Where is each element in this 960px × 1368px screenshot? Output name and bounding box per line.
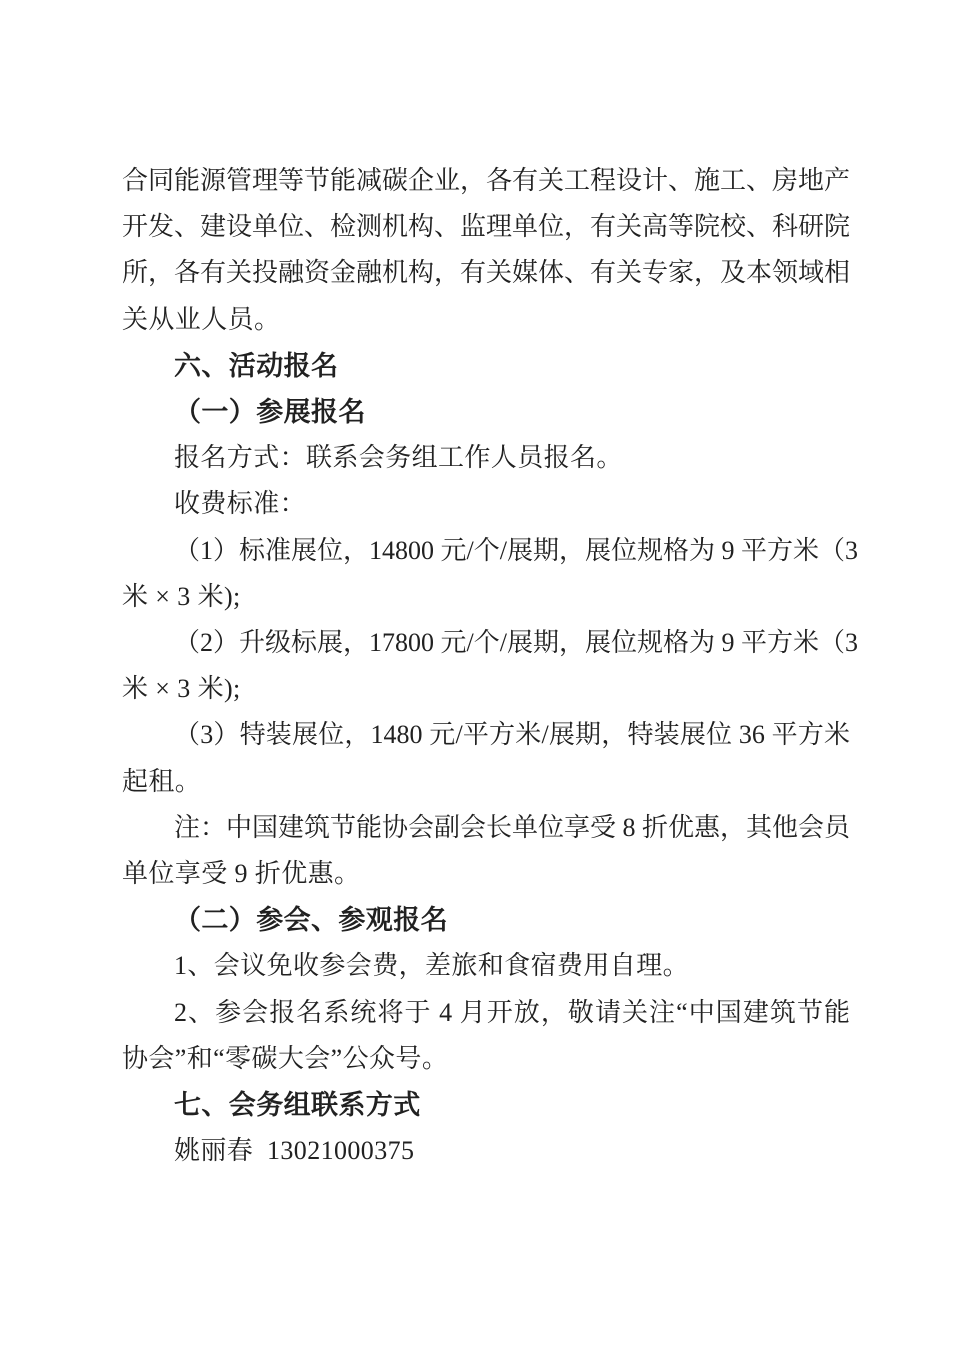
text-line: 1、会议免收参会费，差旅和食宿费用自理。 — [174, 951, 690, 981]
text-line: 起租。 — [122, 766, 202, 796]
text-line: 关从业人员。 — [122, 304, 281, 334]
text-line: 米 × 3 米); — [122, 581, 241, 611]
text-line: 米 × 3 米); — [122, 674, 241, 704]
text-line: 姚丽春 13021000375 — [174, 1136, 415, 1166]
section-heading: （一）参展报名 — [174, 397, 366, 428]
document-content — [122, 158, 858, 1174]
text-line: 开发、建设单位、检测机构、监理单位，有关高等院校、科研院 — [122, 212, 851, 242]
text-line: （2）升级标展，17800 元/个/展期，展位规格为 9 平方米（3 — [174, 628, 858, 658]
text-line: 所，各有关投融资金融机构，有关媒体、有关专家，及本领域相 — [122, 258, 851, 288]
text-line: 报名方式：联系会务组工作人员报名。 — [174, 443, 623, 473]
text-line: （3）特装展位，1480 元/平方米/展期，特装展位 36 平方米 — [174, 720, 850, 750]
text-line: 2、参会报名系统将于 4 月开放，敬请关注“中国建筑节能 — [174, 997, 850, 1027]
text-line: 收费标准： — [174, 489, 307, 519]
text-line: 单位享受 9 折优惠。 — [122, 859, 361, 889]
section-heading: （二）参会、参观报名 — [174, 905, 448, 936]
section-heading: 六、活动报名 — [174, 350, 339, 381]
text-line: 注：中国建筑节能协会副会长单位享受 8 折优惠，其他会员 — [174, 812, 851, 842]
text-line: 合同能源管理等节能减碳企业，各有关工程设计、施工、房地产 — [122, 166, 851, 195]
section-heading: 七、会务组联系方式 — [174, 1090, 421, 1121]
text-line: （1）标准展位，14800 元/个/展期，展位规格为 9 平方米（3 — [174, 535, 858, 565]
text-line: 协会”和“零碳大会”公众号。 — [122, 1043, 449, 1073]
